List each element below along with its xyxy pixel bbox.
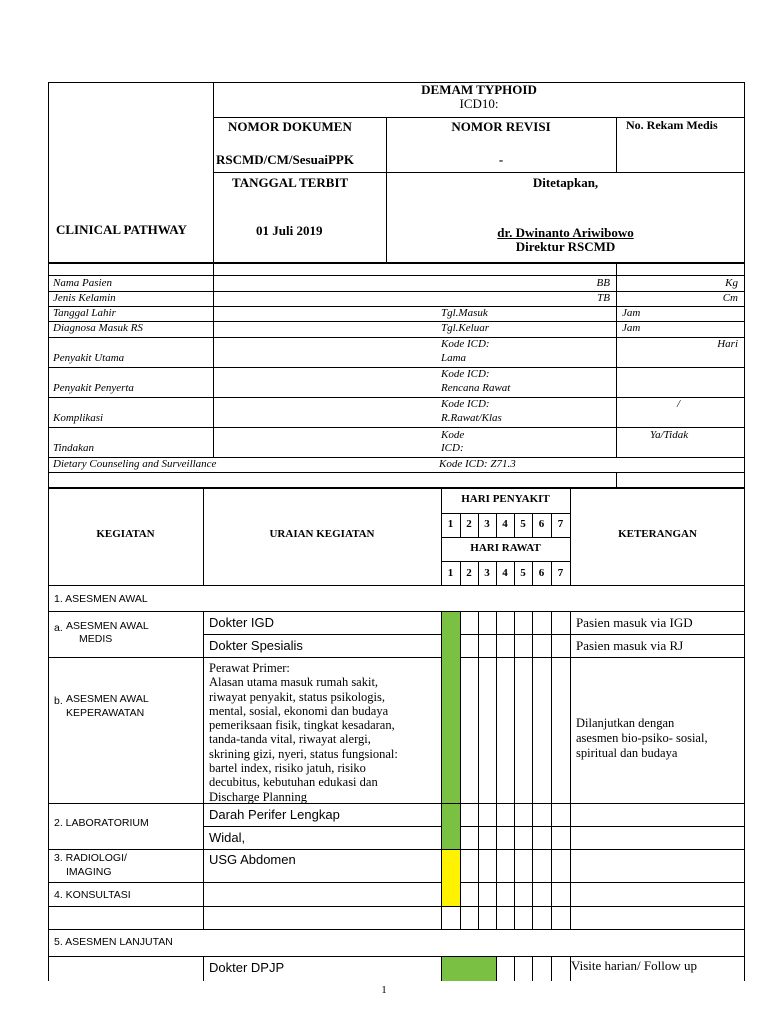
asesmen-keperawatan-label: ASESMEN AWAL [66,693,149,705]
ket-visite: Visite harian/ Follow up [571,958,697,973]
day-number: 6 [538,567,545,579]
nomor-dokumen-value: RSCMD/CM/SesuaiPPK [216,152,354,167]
day-number: 5 [520,567,526,579]
day-number: 6 [538,518,545,530]
day-number: 7 [557,518,564,530]
nomor-revisi-label: NOMOR REVISI [451,119,551,134]
day1-mark-green [442,612,460,803]
penyakit-utama-label: Penyakit Utama [53,352,125,364]
tanggal-lahir-label: Tanggal Lahir [53,307,116,319]
cm-label: Cm [722,292,738,304]
nomor-dokumen-label: NOMOR DOKUMEN [228,119,352,134]
komplikasi-label: Komplikasi [53,412,104,424]
hari-penyakit-header: HARI PENYAKIT [461,493,550,505]
jam-masuk-label: Jam [622,307,641,319]
ditetapkan-label: Ditetapkan, [532,175,599,190]
uraian-header: URAIAN KEGIATAN [269,528,375,540]
day-number: 3 [484,518,490,530]
rekam-medis-label: No. Rekam Medis [626,118,718,132]
section-asesmen-lanjutan: 5. ASESMEN LANJUTAN [54,936,173,948]
day-number: 3 [484,567,490,579]
jam-keluar-label: Jam [622,322,641,334]
hari-label: Hari [717,338,738,350]
kode-label: Kode [441,429,465,441]
page-number: 1 [381,984,387,996]
hari-rawat-header: HARI RAWAT [470,542,541,554]
doc-title: DEMAM TYPHOID [421,82,537,97]
penyakit-penyerta-label: Penyakit Penyerta [53,382,134,394]
ya-tidak-label: Ya/Tidak [650,429,689,441]
rencana-rawat-label: Rencana Rawat [441,382,511,394]
ket-rj: Pasien masuk via RJ [576,638,684,653]
section-asesmen-awal: 1. ASESMEN AWAL [54,593,148,605]
ket-igd: Pasien masuk via IGD [576,615,693,630]
day-number: 4 [502,518,508,530]
director-title: Direktur RSCMD [515,239,616,254]
radiologi-label: 3. RADIOLOGI/ [54,852,127,864]
rawat-klas-label: R.Rawat/Klas [441,412,502,424]
day1-mark-green [442,804,460,849]
dokter-igd: Dokter IGD [209,615,275,630]
tindakan-label: Tindakan [53,442,94,454]
icd-label-4: ICD: [441,442,464,454]
dokter-spesialis: Dokter Spesialis [209,638,303,653]
dietary-label: Dietary Counseling and Surveillance [53,458,217,470]
jenis-kelamin-label: Jenis Kelamin [53,292,116,304]
tgl-masuk-label: Tgl.Masuk [441,307,488,319]
asesmen-medis-label: ASESMEN AWAL [66,620,149,632]
day-number: 1 [447,567,454,579]
kg-label: Kg [725,277,738,289]
kode-icd-1: Kode ICD: [441,338,490,350]
tanggal-terbit-label: TANGGAL TERBIT [232,175,349,190]
icd-label: ICD10: [459,96,499,111]
days1-3-mark-green [442,957,496,981]
perawat-primer-text: Perawat Primer: Alasan utama masuk rumah sakit, riwayat penyakit, status psikologis, mental, sosial, ekonomi dan budaya pemeriksaan fisik, tingkat kesadaran, tanda-tanda vital, riwayat alergi, skrining gizi, nyeri, status fungsional: bartel index, risiko jatuh, risiko decubitus, kebutuhan edukasi dan Discharge Planning [209,661,398,804]
usg-abdomen: USG Abdomen [209,852,296,867]
day-number: 2 [466,567,472,579]
day-number: 4 [502,567,508,579]
director-name: dr. Dwinanto Ariwibowo [497,225,634,240]
tgl-keluar-label: Tgl.Keluar [441,322,489,334]
widal: Widal, [209,830,246,845]
bb-label: BB [596,277,610,289]
day1-mark-yellow [442,850,460,906]
tanggal-terbit-value: 01 Juli 2019 [256,223,323,238]
day-number: 7 [557,567,564,579]
day-number: 5 [520,518,526,530]
darah-perifer-lengkap: Darah Perifer Lengkap [209,807,340,822]
kode-icd-2: Kode ICD: [441,368,490,380]
konsultasi-label: 4. KONSULTASI [54,889,131,901]
laboratorium-label: 2. LABORATORIUM [54,817,149,829]
nama-pasien-label: Nama Pasien [53,277,112,289]
day-number: 2 [466,518,472,530]
day-number: 1 [447,518,454,530]
kode-icd-3: Kode ICD: [441,398,490,410]
kode-icd-z713: Kode ICD: Z71.3 [439,458,516,470]
ket-keperawatan: Dilanjutkan dengan asesmen bio-psiko- sosial, spiritual dan budaya [576,716,708,760]
kegiatan-header: KEGIATAN [96,528,155,540]
slash-label: / [677,398,681,410]
lama-label: Lama [441,352,467,364]
clinical-pathway-label: CLINICAL PATHWAY [56,222,187,237]
keterangan-header: KETERANGAN [618,528,697,540]
nomor-revisi-value: - [498,152,504,167]
tb-label: TB [597,292,610,304]
diagnosa-label: Diagnosa Masuk RS [53,322,143,334]
dokter-dpjp: Dokter DPJP [209,960,285,975]
